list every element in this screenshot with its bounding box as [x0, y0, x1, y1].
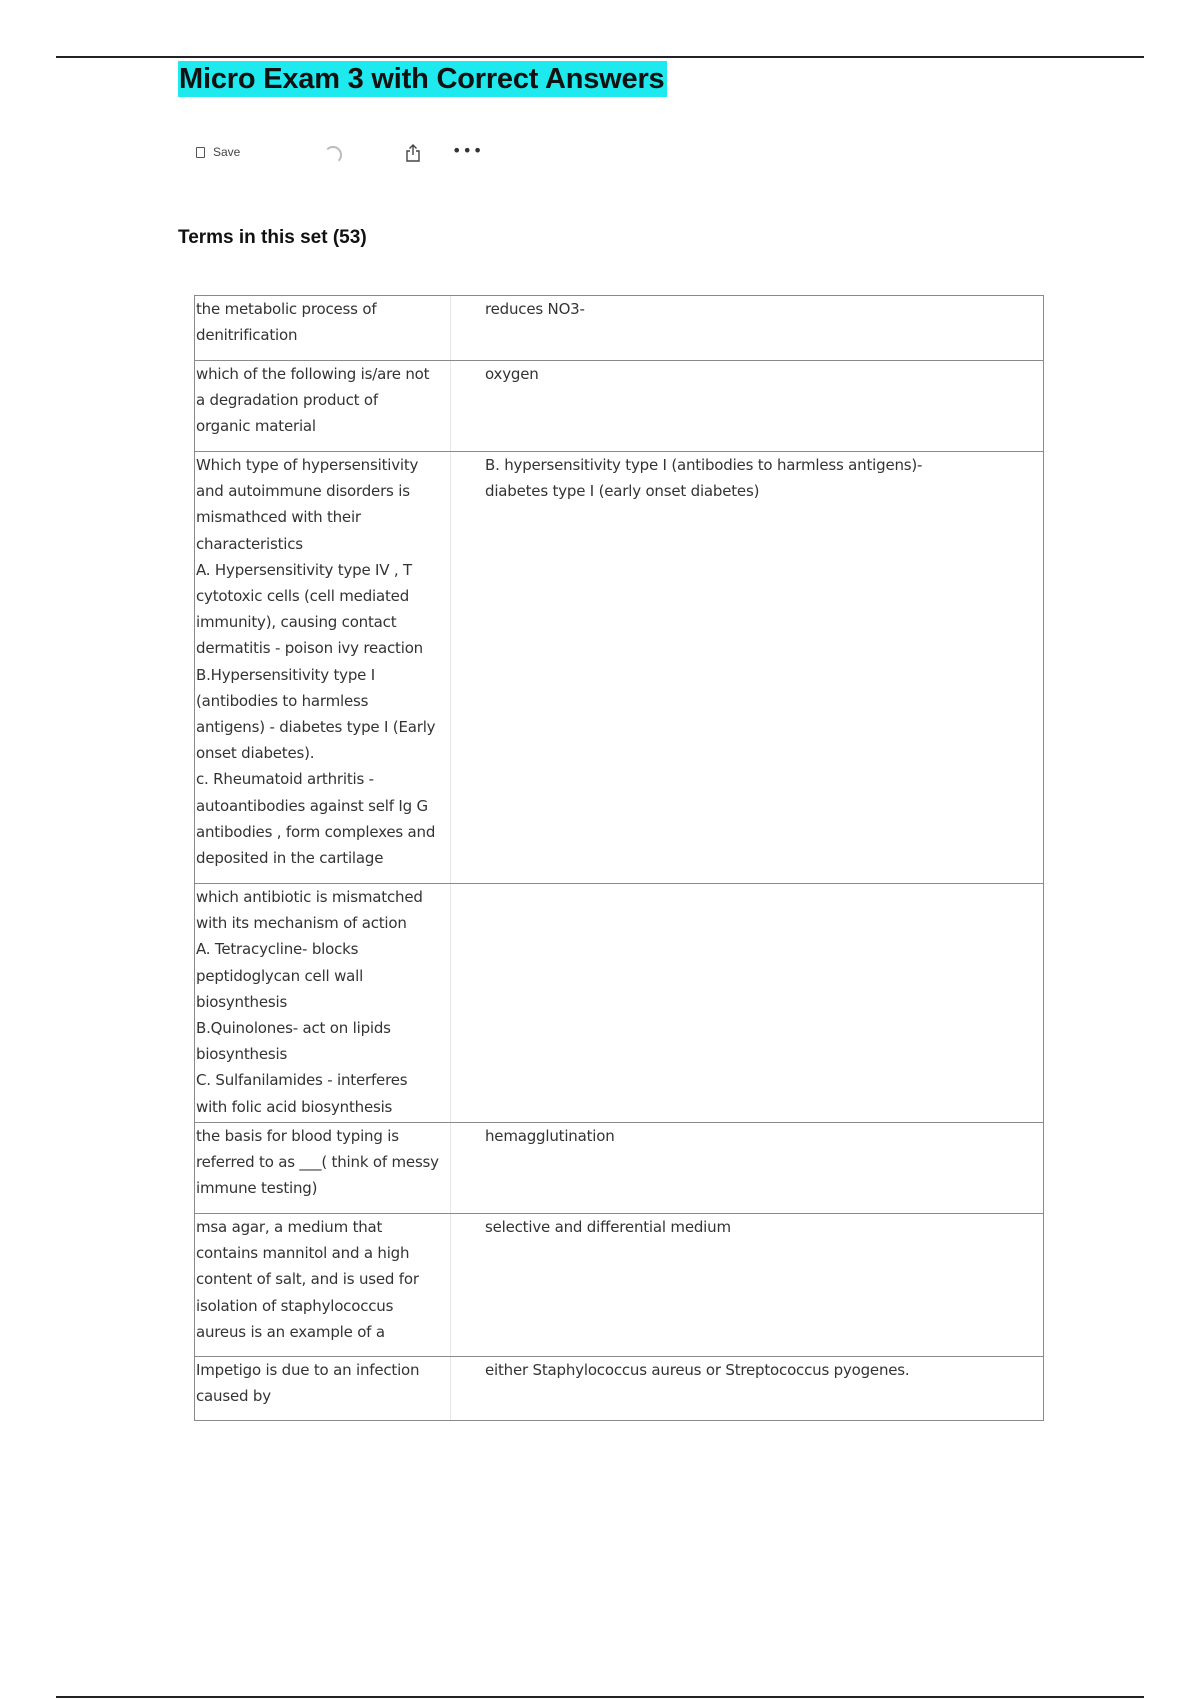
- definition-cell: reduces NO3-: [485, 300, 585, 318]
- definition-cell: oxygen: [485, 365, 539, 383]
- term-cell: which of the following is/are not a degradation product of organic material: [195, 361, 451, 451]
- term-cell: the metabolic process of denitrification: [195, 296, 451, 360]
- table-row: [195, 1356, 1043, 1420]
- term-cell: which antibiotic is mismatched with its mechanism of action A. Tetracycline- blocks peptidoglycan cell wall biosynthesis B.Quinolones- act on lipids biosynthesis C. Sulfanilamides - interferes with folic acid biosynthesis: [195, 884, 451, 1122]
- definition-cell: B. hypersensitivity type I (antibodies to harmless antigens)- diabetes type I (early onset diabetes): [485, 456, 923, 501]
- toolbar: [196, 140, 496, 170]
- table-row: [195, 296, 1043, 360]
- table-row: [195, 451, 1043, 883]
- more-options-button[interactable]: •••: [452, 141, 484, 160]
- definition-cell: either Staphylococcus aureus or Streptococcus pyogenes.: [485, 1361, 910, 1379]
- bottom-divider: [56, 1696, 1144, 1698]
- term-cell: the basis for blood typing is referred to as ___( think of messy immune testing): [195, 1123, 451, 1213]
- definition-cell: selective and differential medium: [485, 1218, 731, 1236]
- definition-cell: [451, 884, 1043, 1122]
- share-icon: [402, 142, 424, 164]
- share-button[interactable]: [402, 142, 424, 164]
- term-cell: Which type of hypersensitivity and autoimmune disorders is mismathced with their characteristics A. Hypersensitivity type IV , T cytotoxic cells (cell mediated immunity), causing contact dermatitis - poison ivy reaction B.Hypersensitivity type I (antibodies to harmless antigens) - diabetes type I (Early onset diabetes). c. Rheumatoid arthritis - autoantibodies against self Ig G antibodies , form complexes and deposited in the cartilage: [195, 452, 451, 883]
- term-cell: Impetigo is due to an infection caused by: [195, 1357, 451, 1420]
- top-divider: [56, 56, 1144, 58]
- save-label: Save: [213, 145, 241, 159]
- terms-table: [194, 295, 1044, 1421]
- table-row: [195, 360, 1043, 451]
- bookmark-icon: [196, 147, 205, 158]
- terms-heading: Terms in this set (53): [178, 227, 367, 248]
- table-row: [195, 1213, 1043, 1356]
- page-title: Micro Exam 3 with Correct Answers: [178, 61, 667, 97]
- definition-cell: hemagglutination: [485, 1127, 615, 1145]
- save-button[interactable]: [196, 145, 240, 159]
- table-row: [195, 1122, 1043, 1213]
- table-row: [195, 883, 1043, 1122]
- loading-spinner-icon: [324, 146, 342, 164]
- term-cell: msa agar, a medium that contains mannitol and a high content of salt, and is used for isolation of staphylococcus aureus is an example of a: [195, 1214, 451, 1356]
